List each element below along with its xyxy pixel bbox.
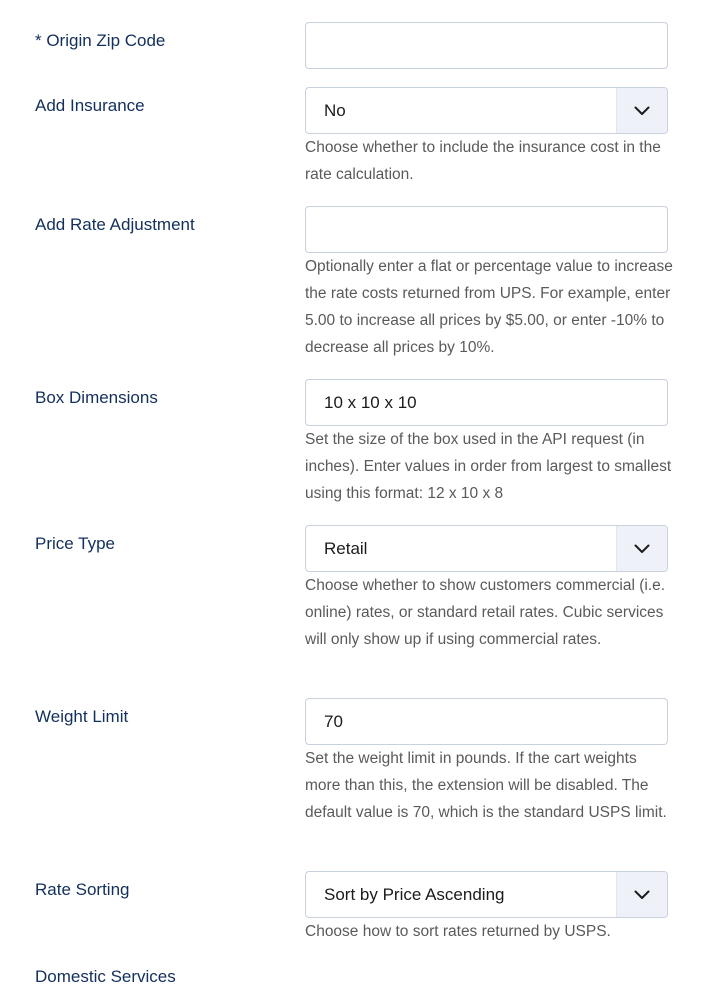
add-insurance-value: No: [324, 101, 346, 120]
rate-sorting-select[interactable]: [305, 871, 668, 918]
price-type-help: Choose whether to show customers commercial (i.e. online) rates, or standard retail rates. Cubic services will only show up if using commercial rates.: [305, 577, 666, 648]
rate-sorting-value: Sort by Price Ascending: [324, 885, 505, 904]
box-dimensions-input[interactable]: 10 x 10 x 10: [305, 379, 668, 426]
origin-zip-label: * Origin Zip Code: [35, 31, 166, 50]
weight-limit-input[interactable]: 70: [305, 698, 668, 745]
rate-adjustment-input[interactable]: [305, 206, 668, 253]
rate-sorting-label: Rate Sorting: [35, 880, 130, 899]
price-type-select[interactable]: [305, 525, 668, 572]
next-field-label: Domestic Services: [35, 967, 176, 986]
weight-limit-label: Weight Limit: [35, 707, 129, 726]
box-dimensions-help: Set the size of the box used in the API request (in inches). Enter values in order from largest to smallest using this format: 12 x 10 x 8: [305, 431, 672, 502]
rate-adjustment-help: Optionally enter a flat or percentage value to increase the rate costs returned from UPS. For example, enter 5.00 to increase all prices by $5.00, or enter -10% to decrease all prices by 10%.: [305, 258, 673, 356]
origin-zip-input[interactable]: [305, 22, 668, 69]
weight-limit-help: Set the weight limit in pounds. If the cart weights more than this, the extension will be disabled. The default value is 70, which is the standard USPS limit.: [305, 750, 667, 821]
add-insurance-help: Choose whether to include the insurance cost in the rate calculation.: [305, 139, 661, 183]
rate-adjustment-label: Add Rate Adjustment: [35, 215, 195, 234]
add-insurance-select[interactable]: [305, 87, 668, 134]
rate-sorting-help: Choose how to sort rates returned by USPS.: [305, 923, 611, 940]
box-dimensions-label: Box Dimensions: [35, 388, 158, 407]
chevron-down-icon[interactable]: [616, 872, 667, 917]
chevron-down-icon[interactable]: [616, 526, 667, 571]
price-type-label: Price Type: [35, 534, 116, 553]
chevron-down-icon[interactable]: [616, 88, 667, 133]
price-type-value: Retail: [324, 539, 368, 558]
add-insurance-label: Add Insurance: [35, 96, 145, 115]
